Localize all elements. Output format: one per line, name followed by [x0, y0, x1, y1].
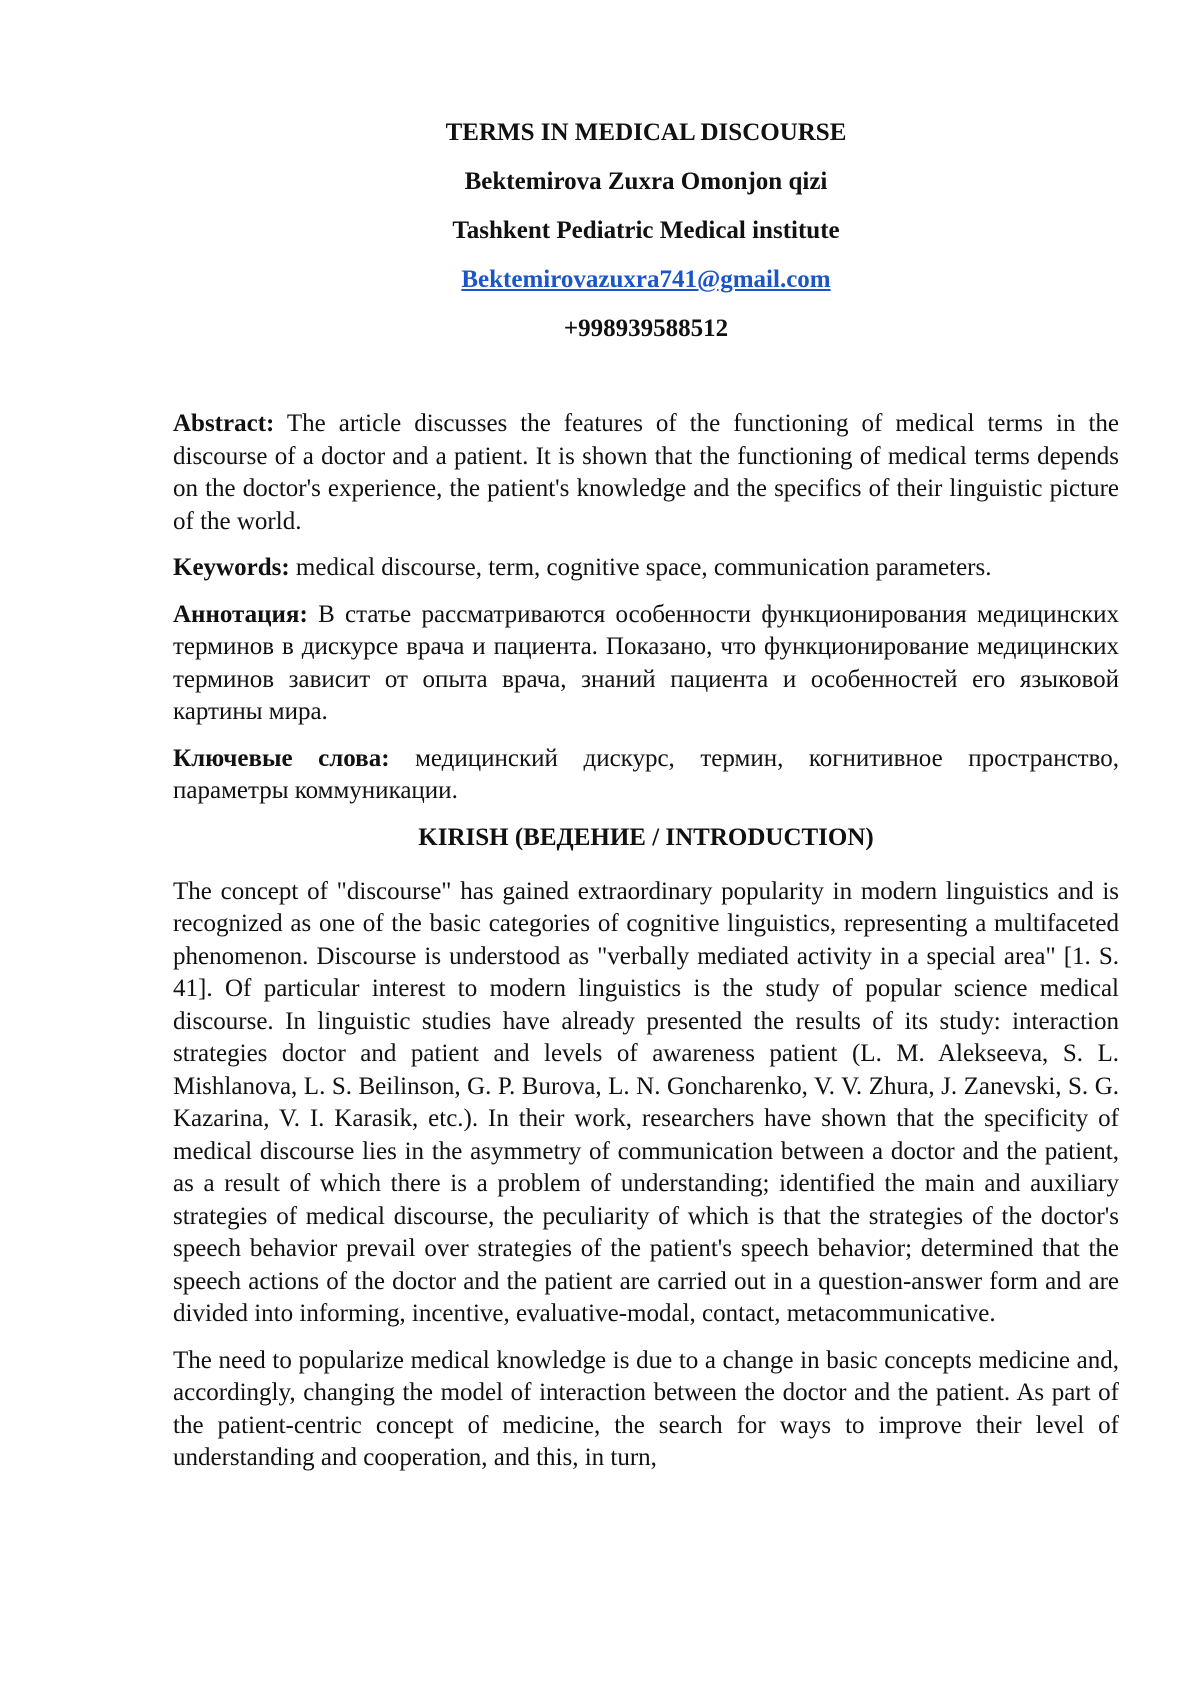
document-page [173, 108, 1119, 1489]
keywords-ru-label: Ключевые слова: [173, 744, 390, 772]
annotation-ru-label: Аннотация: [173, 600, 308, 628]
keywords-paragraph [173, 552, 1119, 585]
email-line [173, 255, 1119, 304]
keywords-ru-paragraph [173, 743, 1119, 808]
phone-number: +998939588512 [563, 315, 729, 342]
institution: Tashkent Pediatric Medical institute [452, 217, 840, 244]
body-paragraph: The concept of "discourse" has gained extraordinary popularity in modern linguistics and is recognized as one of the basic categories of cognitive linguistics, representing a multifaceted phenomenon. Discourse is understood as "verbally mediated activity in a special area" [1. S. 41]. Of particular interest to modern linguistics is the study of popular science medical discourse. In linguistic studies have already presented the results of its study: interaction strategies doctor and patient and levels of awareness patient (L. M. Alekseeva, S. L. Mishlanova, L. S. Beilinson, G. P. Burova, L. N. Goncharenko, V. V. Zhura, J. Zanevski, S. G. Kazarina, V. I. Karasik, etc.). In their work, researchers have shown that the specificity of medical discourse lies in the asymmetry of communication between a doctor and the patient, as a result of which there is a problem of understanding; identified the main and auxiliary strategies of medical discourse, the peculiarity of which is that the strategies of the doctor's speech behavior prevail over strategies of the patient's speech behavior; determined that the speech actions of the doctor and the patient are carried out in a question-answer form and are divided into informing, incentive, evaluative-modal, contact, metacommunicative. [173, 877, 1119, 1327]
body-paragraph: The need to popularize medical knowledge is due to a change in basic concepts medicine and, accordingly, changing the model of interaction between the doctor and the patient. As part of the patient-centric concept of medicine, the search for ways to improve their level of understanding and cooperation, and this, in turn, [173, 1346, 1119, 1471]
author-name: Bektemirova Zuxra Omonjon qizi [464, 168, 828, 195]
email-link[interactable]: Bektemirovazuxra741@gmail.com [461, 266, 831, 293]
annotation-ru-paragraph [173, 599, 1119, 729]
abstract-label: Abstract: [173, 410, 275, 437]
abstract-text: The article discusses the features of the functioning of medical terms in the discourse of a doctor and a patient. It is shown that the functioning of medical terms depends on the doctor's experience, the patient's knowledge and the specifics of their linguistic picture of the world. [173, 410, 1119, 535]
abstract-paragraph [173, 408, 1119, 538]
keywords-label: Keywords: [173, 554, 290, 581]
section-heading-introduction: KIRISH (ВЕДЕНИЕ / INTRODUCTION) [418, 823, 874, 851]
keywords-text: medical discourse, term, cognitive space, communication parameters. [289, 554, 992, 581]
paper-title: TERMS IN MEDICAL DISCOURSE [445, 119, 847, 146]
keywords-ru-text: медицинский дискурс, термин, когнитивное пространство, параметры коммуникации. [173, 744, 1119, 804]
header-spacer [173, 353, 1119, 408]
annotation-ru-text: В статье рассматриваются особенности функционирования медицинских терминов в дискурсе врача и пациента. Показано, что функционирование медицинских терминов зависит от опыта врача, знаний пациента и особенностей его языковой картины мира. [173, 600, 1119, 725]
